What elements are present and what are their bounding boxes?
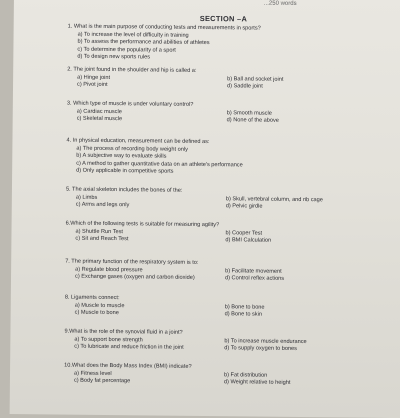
option-c: c) Exchange gases (oxygen and carbon dioxide) bbox=[75, 273, 195, 282]
option-c: c) To lubricate and reduce friction in the joint bbox=[74, 343, 184, 351]
question-2 bbox=[67, 67, 397, 93]
question-6 bbox=[65, 221, 395, 247]
option-d: d) None of the above bbox=[226, 117, 279, 124]
option-c: c) Body fat percentage bbox=[73, 377, 131, 385]
option-d: d) Weight relative to height bbox=[223, 379, 291, 387]
option-a: a) To support bone strength bbox=[74, 336, 143, 343]
option-c: c) Skeletal muscle bbox=[76, 115, 123, 123]
option-a: a) Shuttle Run Test bbox=[75, 228, 124, 235]
option-b: b) Fat distribution bbox=[223, 371, 268, 379]
option-d: d) Pelvic girdle bbox=[225, 203, 263, 210]
option-c: c) Sit and Reach Test bbox=[75, 235, 129, 243]
option-a: a) Cardiac muscle bbox=[76, 108, 122, 115]
option-c: c) Pivot joint bbox=[77, 81, 108, 89]
option-a: a) The process of recording body weight only bbox=[76, 145, 188, 153]
question-4 bbox=[66, 138, 396, 179]
question-stem: 5. The axial skeleton includes the bones of the: bbox=[65, 186, 183, 194]
header-partial-text: ...250 words bbox=[263, 0, 297, 7]
option-b: b) Facilitate movement bbox=[225, 267, 282, 275]
option-d: d) Saddle joint bbox=[227, 83, 263, 90]
question-8 bbox=[65, 295, 395, 321]
option-d: d) BMI Calculation bbox=[225, 237, 272, 244]
option-b: b) Bone to bone bbox=[224, 303, 265, 311]
section-title: SECTION –A bbox=[199, 13, 248, 24]
option-b: b) Ball and socket joint bbox=[227, 75, 284, 83]
question-stem: 8. Ligaments connect: bbox=[64, 294, 120, 302]
question-stem: 4. In physical education, measurement can be defined as: bbox=[66, 137, 210, 146]
option-b: b) A subjective way to evaluate skills bbox=[76, 152, 167, 160]
option-a: a) Fitness level bbox=[74, 370, 112, 377]
question-stem: 1. What is the main purpose of conducting tests and measurements in sports? bbox=[67, 23, 261, 32]
question-1 bbox=[67, 24, 397, 65]
option-d: d) Only applicable in competitive sports bbox=[76, 168, 174, 176]
option-c: c) To determine the popularity of a sport bbox=[77, 46, 176, 54]
question-stem: 9.What is the role of the synovial fluid in a joint? bbox=[64, 328, 183, 336]
question-stem: 3. Which type of muscle is under voluntary control? bbox=[66, 100, 194, 108]
option-b: b) To increase muscle endurance bbox=[224, 337, 307, 345]
option-d: d) To supply oxygen to bones bbox=[224, 345, 297, 353]
option-b: b) Smooth muscle bbox=[226, 109, 272, 117]
option-c: c) A method to gather quantitative data on an athlete's performance bbox=[76, 160, 243, 169]
question-10 bbox=[64, 363, 394, 389]
question-stem: 2. The joint found in the shoulder and hip is called a: bbox=[67, 66, 197, 74]
exam-paper bbox=[10, 0, 400, 418]
question-9 bbox=[64, 329, 394, 355]
option-a: a) Regulate blood pressure bbox=[75, 266, 143, 273]
question-7 bbox=[65, 259, 395, 285]
option-c: c) Arms and legs only bbox=[75, 201, 130, 209]
option-d: d) Control reflex actions bbox=[225, 275, 285, 283]
question-3 bbox=[67, 101, 397, 127]
option-b: b) Skull, vertebral column, and rib cage bbox=[225, 195, 323, 203]
option-b: b) Cooper Test bbox=[225, 229, 263, 237]
option-b: b) To assess the performance and abilities of athletes bbox=[77, 38, 210, 47]
option-d: d) To design new sports rules bbox=[77, 54, 151, 61]
option-a: a) Hinge joint bbox=[77, 74, 111, 81]
option-a: a) To increase the level of difficulty in training bbox=[77, 31, 189, 39]
question-stem: 6.Which of the following tests is suitable for measuring agility? bbox=[65, 220, 220, 229]
question-5 bbox=[66, 187, 396, 213]
option-a: a) Limbs bbox=[75, 194, 98, 201]
option-c: c) Muscle to bone bbox=[74, 309, 119, 317]
question-stem: 10.What does the Body Mass Index (BMI) indicate? bbox=[64, 362, 192, 370]
option-a: a) Muscle to muscle bbox=[74, 302, 125, 309]
question-stem: 7. The primary function of the respiratory system is to: bbox=[65, 258, 199, 266]
option-d: d) Bone to skin bbox=[224, 311, 263, 318]
